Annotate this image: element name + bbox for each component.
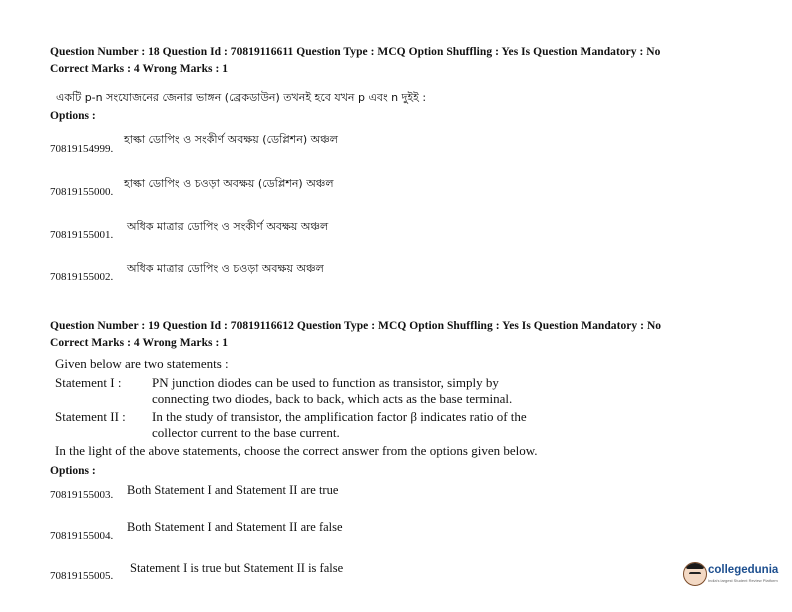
statement1-line1: PN junction diodes can be used to function as transistor, simply by: [152, 375, 499, 390]
statement1-line2: connecting two diodes, back to back, which acts as the base terminal.: [152, 391, 513, 406]
q18-header-line1: Question Number : 18 Question Id : 70819116611 Question Type : MCQ Option Shuffling : Yes Is Question Mandatory : No: [50, 46, 661, 58]
q18-option-id: 70819155002.: [50, 271, 114, 283]
q18-options-label: Options :: [50, 110, 96, 122]
q19-option-text[interactable]: Statement I is true but Statement II is false: [130, 561, 344, 575]
q18-option-text[interactable]: হাল্কা ডোপিং ও চওড়া অবক্ষয় (ডেপ্লিশন) অঞ্চল: [124, 177, 334, 190]
q18-header-line2: Correct Marks : 4 Wrong Marks : 1: [50, 63, 229, 75]
q19-intro: Given below are two statements :: [55, 356, 229, 371]
collegedunia-logo: [683, 560, 783, 590]
q19-option-id: 70819155005.: [50, 570, 114, 582]
q19-option-id: 70819155003.: [50, 489, 114, 501]
logo-name: collegedunia: [708, 564, 779, 576]
q18-option-id: 70819154999.: [50, 143, 114, 155]
statement2-line2: collector current to the base current.: [152, 425, 340, 440]
q19-option-id: 70819155004.: [50, 530, 114, 542]
mascot-icon: [683, 562, 707, 586]
statement2-line1: In the study of transistor, the amplification factor β indicates ratio of the: [152, 409, 527, 424]
q19-option-text[interactable]: Both Statement I and Statement II are false: [127, 520, 343, 534]
q19-instruction: In the light of the above statements, choose the correct answer from the options given below.: [55, 443, 538, 458]
logo-tagline: India's largest Student Review Platform: [708, 578, 778, 583]
q18-option-id: 70819155000.: [50, 186, 114, 198]
q18-option-text[interactable]: অধিক মাত্রার ডোপিং ও সংকীর্ণ অবক্ষয় অঞ্চল: [127, 220, 329, 233]
q19-header-line1: Question Number : 19 Question Id : 70819116612 Question Type : MCQ Option Shuffling : Yes Is Question Mandatory : No: [50, 320, 662, 332]
q18-question-text: একটি p-n সংযোজনের জেনার ভাঙ্গন (ব্রেকডাউন) তখনই হবে যখন p এবং n দুইই :: [56, 91, 427, 104]
q18-option-text[interactable]: হাল্কা ডোপিং ও সংকীর্ণ অবক্ষয় (ডেপ্লিশন) অঞ্চল: [124, 133, 338, 146]
statement1-label: Statement I :: [55, 375, 122, 390]
statement2-label: Statement II :: [55, 409, 126, 424]
q19-options-label: Options :: [50, 465, 96, 477]
q19-header-line2: Correct Marks : 4 Wrong Marks : 1: [50, 337, 229, 349]
q18-option-id: 70819155001.: [50, 229, 114, 241]
q19-option-text[interactable]: Both Statement I and Statement II are true: [127, 483, 339, 497]
q18-option-text[interactable]: অধিক মাত্রার ডোপিং ও চওড়া অবক্ষয় অঞ্চল: [127, 262, 324, 275]
